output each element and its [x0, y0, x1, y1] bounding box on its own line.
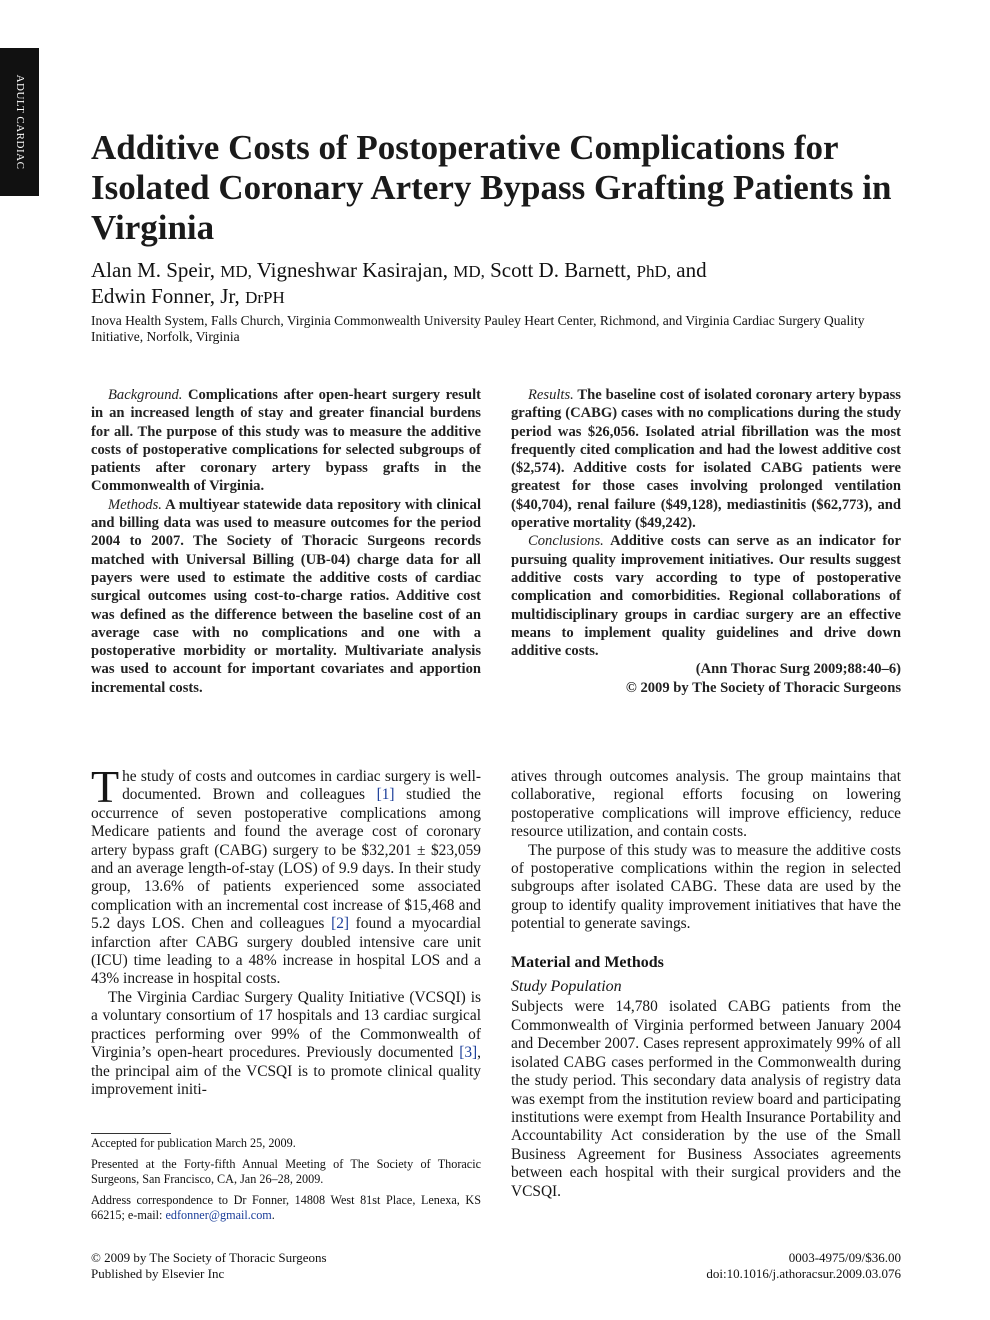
- abstract-copyright: © 2009 by The Society of Thoracic Surgeons: [625, 679, 901, 696]
- body-paragraph: [91, 761, 481, 989]
- body-paragraph: [91, 989, 481, 1099]
- body-text: he study of costs and outcomes in cardiac surgery is well-documented. Brown and colleagues: [122, 768, 481, 804]
- footnotes: [91, 1136, 481, 1229]
- reference-link[interactable]: [3]: [459, 1044, 478, 1062]
- section-tab-label: ADULT CARDIAC: [14, 74, 26, 170]
- footnote-presented: Presented at the Forty-fifth Annual Meeting of The Society of Thoracic Surgeons, San Francisco, CA, Jan 26–28, 2009.: [91, 1156, 481, 1186]
- abstract-heading: Conclusions.: [528, 533, 604, 550]
- footer-doi: doi:10.1016/j.athoracsur.2009.03.076: [706, 1265, 901, 1281]
- abstract-heading: Results.: [528, 387, 574, 403]
- abstract-left: [91, 386, 481, 697]
- author-list: [91, 258, 871, 310]
- punctuation: .: [271, 1208, 275, 1222]
- abstract-background: [91, 386, 481, 496]
- journal-citation: (Ann Thorac Surg 2009;88:40–6): [695, 661, 901, 678]
- affiliation: Inova Health System, Falls Church, Virginia Commonwealth University Pauley Heart Center, Richmond, and Virginia Cardiac Surgery Quality Initiative, Norfolk, Virginia: [91, 313, 865, 344]
- abstract-methods: [91, 496, 481, 697]
- abstract-text: Complications after open-heart surgery result in an increased length of stay and greater financial burdens for all. The purpose of this study was to measure the additive costs of postoperative complications for selected subgroups of patients after coronary artery bypass grafts in the Commonwealth of Virginia.: [91, 387, 481, 495]
- author-degree: MD,: [453, 262, 485, 281]
- section-heading: Material and Methods: [511, 953, 664, 971]
- abstract-conclusions: [511, 532, 901, 660]
- reference-link[interactable]: [1]: [376, 786, 395, 804]
- subsection-heading: Study Population: [511, 978, 622, 996]
- body-text: studied the occurrence of seven postoperative complications among Medicare patients and found the average cost of coronary artery bypass graft (CABG) surgery to be $32,201 ± $23,059 and an average length-of-stay (LOS) of 9.9 days. In their study group, 13.6% of patients experienced some associated complication with an incremental cost increase of $15,468 and 5.2 days LOS. Chen and colleagues: [91, 786, 481, 933]
- body-paragraph: The purpose of this study was to measure the additive costs of postoperative complications within the region in selected subgroups after isolated CABG. These data are used by the group to identify quality improvement initiatives that have the potential to generate savings.: [511, 841, 901, 933]
- drop-cap: T: [91, 761, 120, 812]
- abstract-results: [511, 386, 901, 532]
- author-name: Vigneshwar Kasirajan,: [256, 258, 448, 282]
- body-paragraph: atives through outcomes analysis. The group maintains that collaborative, regional efforts focusing on lowering postoperative complications will improve efficiency, reduce resource utilization, and contain costs.: [511, 768, 901, 841]
- author-name: Scott D. Barnett,: [490, 258, 632, 282]
- author-name: Alan M. Speir,: [91, 258, 215, 282]
- reference-link[interactable]: [2]: [331, 915, 350, 933]
- body-column-left: [91, 761, 481, 1099]
- abstract-text: Additive costs can serve as an indicator for pursuing quality improvement initiatives. Our results suggest additive costs vary according to type of postoperative complication and comorbidities. Regional collaborations of multidisciplinary groups in cardiac surgery are an effective means to implement quality guidelines and drive down additive costs.: [511, 533, 901, 660]
- footer-issn: 0003-4975/09/$36.00: [788, 1250, 901, 1265]
- author-degree: PhD,: [636, 262, 671, 281]
- body-text: The Virginia Cardiac Surgery Quality Initiative (VCSQI) is a voluntary consortium of 17 hospitals and 13 cardiac surgical practices performing over 99% of the Commonwealth of Virginia’s open-heart procedures. Previously documented: [91, 988, 481, 1062]
- body-paragraph: Subjects were 14,780 isolated CABG patients from the Commonwealth of Virginia performed between January 2004 and December 2007. Cases represent approximately 99% of all isolated CABG cases performed in the Commonwealth during the study period. This secondary data analysis of registry data was exempt from the institution review board and participating institutions were exempt from Health Insurance Portability and Accountability Act consideration by the use of the Small Business Agreement for Business Associates agreements between each hospital with their surgical providers and the VCSQI.: [511, 998, 901, 1200]
- address-text: Address correspondence to Dr Fonner, 14808 West 81st Place, Lenexa, KS 66215; e-mail:: [91, 1192, 481, 1222]
- author-conjunction: and: [676, 258, 707, 282]
- footer-publisher: Published by Elsevier Inc: [91, 1265, 225, 1281]
- body-column-right: [511, 768, 901, 1201]
- author-degree: DrPH: [245, 288, 285, 307]
- article-title: Additive Costs of Postoperative Complications for Isolated Coronary Artery Bypass Grafting Patients in Virginia: [91, 128, 892, 247]
- abstract-right: [511, 386, 901, 697]
- section-tab: [0, 48, 39, 196]
- author-degree: MD,: [220, 262, 252, 281]
- abstract-heading: Methods.: [108, 496, 162, 513]
- abstract-text: A multiyear statewide data repository with clinical and billing data was used to measure outcomes for the period 2004 to 2007. The Society of Thoracic Surgeons records matched with Universal Billing (UB-04) charge data for all payers were used to estimate the additive costs of cardiac surgical outcomes using cost-to-charge ratios. Additive cost was defined as the difference between the baseline cost of an average case with no complications and one with a postoperative morbidity or mortality. Multivariate analysis was used to account for important covariates and apportion incremental costs.: [91, 496, 482, 696]
- footer-left: [91, 1250, 327, 1281]
- abstract-heading: Background.: [108, 387, 183, 403]
- footnote-accepted: Accepted for publication March 25, 2009.: [91, 1136, 296, 1150]
- footer-right: [706, 1250, 901, 1281]
- abstract-text: The baseline cost of isolated coronary artery bypass grafting (CABG) cases with no complications during the study period was $26,056. Isolated atrial fibrillation was the most frequently cited complication and had the lowest additive cost ($2,574). Additive costs for isolated CABG patients were greatest for those cases involving prolonged ventilation ($40,704), renal failure ($49,128), mediastinitis ($62,773), and operative mortality ($49,242).: [511, 387, 901, 532]
- footnote-address: [91, 1193, 481, 1224]
- author-name: Edwin Fonner, Jr,: [91, 284, 240, 308]
- footnote-divider: [91, 1133, 171, 1134]
- footer-copyright: © 2009 by The Society of Thoracic Surgeons: [91, 1250, 327, 1265]
- body-text: found a myocardial infarction after CABG surgery doubled intensive care unit (ICU) time leading to a 48% increase in hospital LOS and a 43% increase in hospital costs.: [91, 915, 481, 988]
- body-text: , the principal aim of the VCSQI is to promote clinical quality improvement initi-: [91, 1044, 481, 1098]
- email-link[interactable]: edfonner@gmail.com: [165, 1208, 272, 1222]
